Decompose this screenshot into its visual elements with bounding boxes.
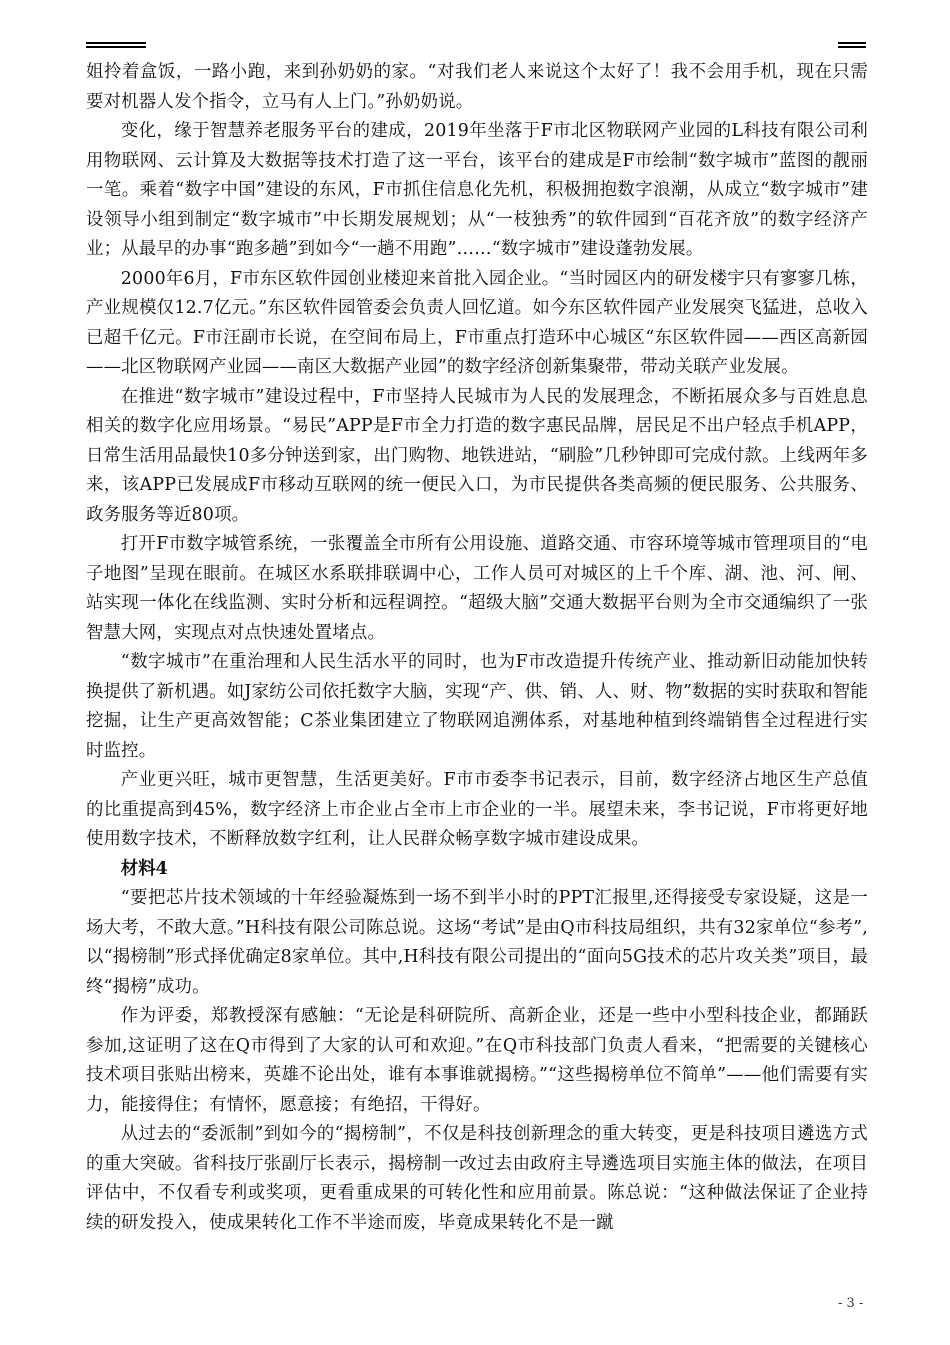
section-heading: 材料4 (120, 858, 168, 879)
paragraph: 在推进“数字城市”建设过程中，F市坚持人民城市为人民的发展理念，不断拓展众多与百姓息息相关的数字化应用场景。“易民”APP是F市全力打造的数字惠民品牌，居民足不出户轻点手机APP，日常生活用品最快10多分钟送到家，出门购物、地铁进站，“刷脸”几秒钟即可完成付款。上线两年多来，该APP已发展成F市移动互联网的统一便民入口，为市民提供各类高频的便民服务、公共服务、政务服务等近80项。 (86, 386, 868, 525)
document-body (86, 58, 868, 1238)
header-rule-left (86, 42, 146, 48)
paragraph: 产业更兴旺，城市更智慧，生活更美好。F市市委李书记表示，目前，数字经济占地区生产总值的比重提高到45%，数字经济上市企业占全市上市企业的一半。展望未来，李书记说，F市将更好地使用数字技术，不断释放数字红利，让人民群众畅享数字城市建设成果。 (86, 770, 868, 849)
paragraph: “数字城市”在重治理和人民生活水平的同时，也为F市改造提升传统产业、推动新旧动能加快转换提供了新机遇。如J家纺公司依托数字大脑，实现“产、供、销、人、财、物”数据的实时获取和智能挖掘，让生产更高效智能；C茶业集团建立了物联网追溯体系，对基地种植到终端销售全过程进行实时监控。 (86, 652, 868, 761)
paragraph: “要把芯片技术领域的十年经验凝炼到一场不到半小时的PPT汇报里,还得接受专家设疑，这是一场大考，不敢大意。”H科技有限公司陈总说。这场“考试”是由Q市科技局组织，共有32家单位“参考”,以“揭榜制”形式择优确定8家单位。其中,H科技有限公司提出的“面向5G技术的芯片攻关类”项目，最终“揭榜”成功。 (86, 888, 868, 997)
header-rule-right (838, 42, 866, 48)
paragraph: 2000年6月，F市东区软件园创业楼迎来首批入园企业。“当时园区内的研发楼宇只有寥寥几栋，产业规模仅12.7亿元。”东区软件园管委会负责人回忆道。如今东区软件园产业发展突飞猛进，总收入已超千亿元。F市汪副市长说，在空间布局上，F市重点打造环中心城区“东区软件园——西区高新园——北区物联网产业园——南区大数据产业园”的数字经济创新集聚带，带动关联产业发展。 (86, 268, 868, 377)
page-number: - 3 - (838, 1296, 864, 1311)
paragraph: 作为评委，郑教授深有感触：“无论是科研院所、高新企业，还是一些中小型科技企业，都踊跃参加,这证明了这在Q市得到了大家的认可和欢迎。”在Q市科技部门负责人看来，“把需要的关键核心技术项目张贴出榜来，英雄不论出处，谁有本事谁就揭榜。”“这些揭榜单位不简单”——他们需要有实力，能接得住；有情怀，愿意接；有绝招，干得好。 (86, 1006, 868, 1115)
paragraph: 姐拎着盒饭，一路小跑，来到孙奶奶的家。“对我们老人来说这个太好了！我不会用手机，现在只需要对机器人发个指令，立马有人上门。”孙奶奶说。 (86, 62, 868, 112)
paragraph: 打开F市数字城管系统，一张覆盖全市所有公用设施、道路交通、市容环境等城市管理项目的“电子地图”呈现在眼前。在城区水系联排联调中心，工作人员可对城区的上千个库、湖、池、河、闸、站实现一体化在线监测、实时分析和远程调控。“超级大脑”交通大数据平台则为全市交通编织了一张智慧大网，实现点对点快速处置堵点。 (86, 534, 868, 643)
paragraph: 变化，缘于智慧养老服务平台的建成，2019年坐落于F市北区物联网产业园的L科技有限公司利用物联网、云计算及大数据等技术打造了这一平台，该平台的建成是F市绘制“数字城市”蓝图的靓丽一笔。乘着“数字中国”建设的东风，F市抓住信息化先机，积极拥抱数字浪潮，从成立“数字城市”建设领导小组到制定“数字城市”中长期发展规划；从“一枝独秀”的软件园到“百花齐放”的数字经济产业；从最早的办事“跑多趟”到如今“一趟不用跑”……“数字城市”建设蓬勃发展。 (86, 121, 868, 259)
paragraph: 从过去的“委派制”到如今的“揭榜制”，不仅是科技创新理念的重大转变，更是科技项目遴选方式的重大突破。省科技厅张副厅长表示，揭榜制一改过去由政府主导遴选项目实施主体的做法，在项目评估中，不仅看专利或奖项，更看重成果的可转化性和应用前景。陈总说：“这种做法保证了企业持续的研发投入，使成果转化工作不半途而废，毕竟成果转化不是一蹴 (86, 1124, 868, 1233)
